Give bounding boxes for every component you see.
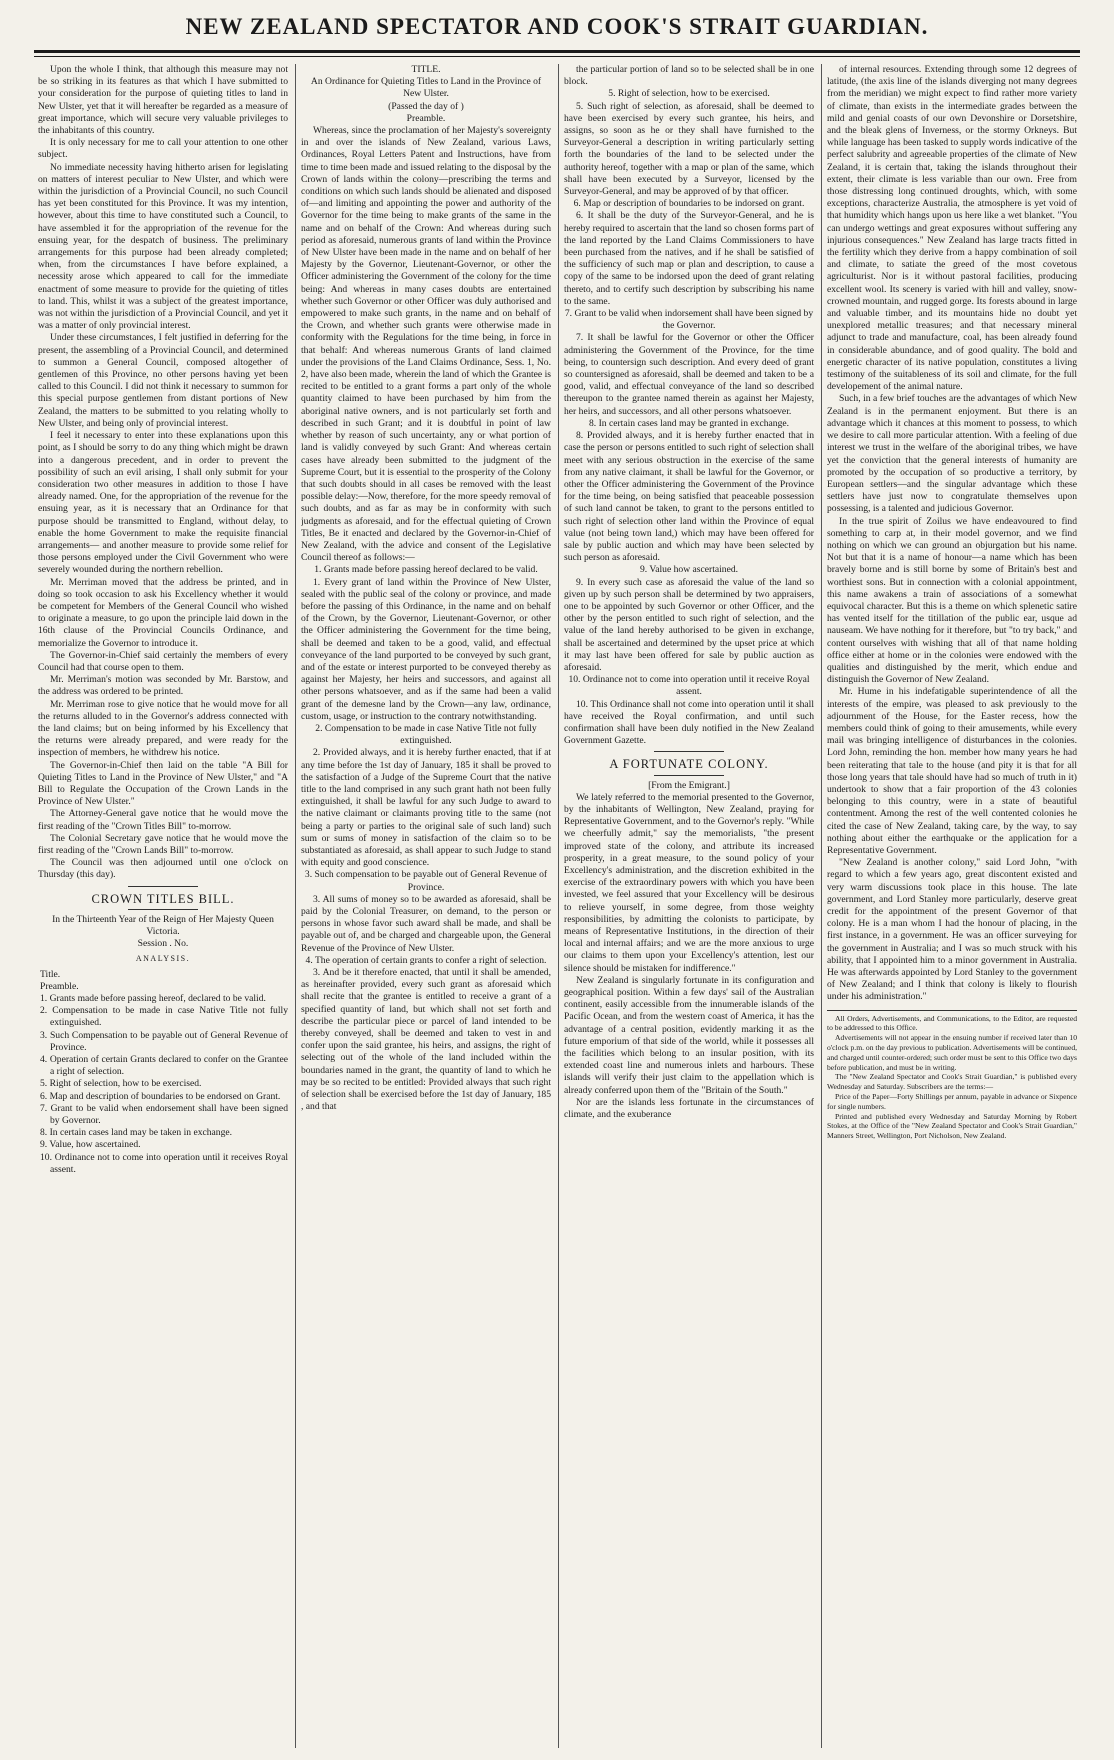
divider [128,886,198,887]
divider [654,751,724,752]
section-heading: 10. Ordinance not to come into operation until it receive Royal assent. [568,674,810,698]
analysis-label: ANALYSIS. [135,954,191,964]
paragraph: 8. Provided always, and it is hereby further enacted that in case the person or persons entitled to such right of selection shall meet with any serious obstruction in the exercise of the same from any native claimant, it shall be lawful for the Governor, or other the Officer administering the Government of the Province for the time being, on being satisfied that peaceable possession of such land cannot be taken, to grant to the persons entitled to such right of selection other land within the Province of equal value (not being town land,) which may have been offered for sale by public auction and which may have been selected by such person as aforesaid. [564,430,814,564]
notice-line: Advertisements will not appear in the ensuing number if received later than 10 o'clock p.m. on the day previous to publication. Advertisements will be continued, and charged until counter-ordered; such order must be sent to this Office two days before publication, and must be in writing. [827,1033,1077,1072]
paragraph: the particular portion of land so to be selected shall be in one block. [564,64,814,88]
paragraph: The Attorney-General gave notice that he would move the first reading of the "Crown Titles Bill" to-morrow. [38,808,288,832]
paragraph: 5. Such right of selection, as aforesaid, shall be deemed to have been exercised by every such grantee, his heirs, and assigns, so soon as he or they shall have furnished to the Surveyor-General a description in writing particularly setting forth the boundaries of the land to be selected under the authority hereof, together with a map or plan of the same, which shall have been executed by a Surveyor, licensed by the Surveyor-General, and may be approved of by that officer. [564,100,814,198]
section-heading: 7. Grant to be valid when indorsement shall have been signed by the Governor. [564,308,814,332]
masthead-title: NEW ZEALAND SPECTATOR AND COOK'S STRAIT GUARDIAN. [185,14,929,39]
preamble-label: Preamble. [406,112,446,124]
notice-line: The "New Zealand Spectator and Cook's Strait Guardian," is published every Wednesday and Saturday. Subscribers are the terms:— [827,1072,1077,1092]
paragraph: "New Zealand is another colony," said Lord John, "with regard to which a few years ago, great discontent existed and very warm discussions took place in this house. The late government, and Lord Stanley more particularly, deserve great credit for the appointment of the present Governor of that colony. He is a man whom I had the honour of placing, in the first instance, in a government. He was an officer surveying for the government in Australia; and I was so much struck with his ability, that I appointed him to a minor government in Australia. He was afterwards appointed by Lord Stanley to the government of New Zealand; and I think that colony is likely to flourish under his administration." [827,857,1077,1003]
list-item: 6. Map and description of boundaries to be endorsed on Grant. [40,1090,281,1102]
list-item: 5. Right of selection, how to be exercised. [40,1078,202,1090]
section-heading: 5. Right of selection, how to be exercised. [608,88,770,100]
paragraph: Mr. Hume in his indefatigable superintendence of all the interests of the empire, was pleased to ask previously to the adjournment of the House, for the Easter recess, how the members could think of going to their amusements, while every mail was bringing intelligence of disturbances in the colonies. Lord John, reminding the hon. member how many years he had been reiterating that tale to the house (and pity it is that for all those long years that tale should have had so much of truth in it) undertook to show that a fair proportion of the 43 colonies belonging to this country, were in a state of beautiful contentment. Among the rest of the well contented colonies he cited the case of New Zealand, taking care, by the way, to say nothing about either the earthquake or the application for a Representative Government. [827,686,1077,856]
paragraph: 3. All sums of money so to be awarded as aforesaid, shall be paid by the Colonial Treasurer, on demand, to the person or persons in whose favor such award shall be made, and shall be payable out of, and be charged and chargeable upon, the General Revenue of the Province of New Ulster. [301,893,551,954]
notice-line: Price of the Paper—Forty Shillings per annum, payable in advance or Sixpence for single numbers. [827,1092,1077,1111]
paragraph: The Governor-in-Chief then laid on the table "A Bill for Quieting Titles to Land in the Province of New Ulster," and "A Bill to Regulate the Occupation of the Crown Lands in the Province of New Ulster." [38,759,288,808]
column-1 [38,64,288,1748]
paragraph: Nor are the islands less fortunate in the circumstances of climate, and the exuberance [564,1096,814,1121]
section-heading: 1. Grants made before passing hereof declared to be valid. [314,564,538,576]
list-item: 9. Value, how ascertained. [40,1139,141,1151]
column-separator [295,64,296,1748]
session-line: Session . No. [137,938,189,950]
analysis-list [38,969,288,1176]
column-2 [301,64,551,1748]
paragraph: of internal resources. Extending through some 12 degrees of latitude, (the axis line of the islands diverging not many degrees from the meridian) we might expect to find rather more variety of climate, than exists in the intermediate grades between the mild and genial coasts of our own Devonshire or Dorsetshire, and the bleak glens of Inverness, or the stormy Orkneys. But while language has been tasked to supply words indicative of the perfect salubrity and agreeable properties of the climate of New Zealand, it is certain that, taking the islands throughout their extent, their climate is less variable than our own. Free from those distressing long continued droughts, which, with some exceptions, characterize Australia, the atmosphere is yet void of that humidity which hangs upon us here like a wet blanket. "You can undergo wettings and great exposures without suffering any injurious consequences." New Zealand has large tracts fitted in the fertility which they derive from a happy combination of soil and climate, to satiate the greed of the most covetous agriculturist. Nor is it without pastoral facilities, producing excellent wool. Its scenery is varied with hill and valley, snow-crowned mountain, and rugged gorge. Its forests abound in large and valuable timber, and its mountains hide no doubt yet unexplored metallic treasures; and that necessary mineral adjunct to trade and manufacture, coal, has been already found in considerable abundance, and of good quality. The bold and energetic character of its native population, constitutes a living testimony of the suitableness of its soil and climate, for the full developement of the animal nature. [827,64,1077,393]
list-item: 1. Grants made before passing hereof, declared to be valid. [40,993,266,1005]
paragraph: Whereas, since the proclamation of her Majesty's sovereignty in and over the islands of New Zealand, various Laws, Ordinances, Royal Letters Patent and Instructions, have from time to time been made and issued relating to the disposal by the Crown of lands within the colony—prescribing the terms and conditions on which such lands should be alienated and disposed of—and limiting and appointing the power and authority of the Governor for the time being to make grants of the same in the name and on behalf of the Crown: And whereas during such period as aforesaid, numerous grants of land within the Province of New Ulster have been made in the name and on behalf of her Majesty by the Governor, Lieutenant-Governor, or other the Officer administering the Government of the colony for the time being: And whereas in many cases doubts are entertained whether such Governor or other Officer was duly authorised and empowered to make such grants, in the name and on behalf of the Crown, and whether such grants were otherwise made in conformity with the Regulations for the time being, in force in that behalf: And whereas numerous Grants of land claimed under the provisions of the Land Claims Ordinance, Sess. 1, No. 2, have also been made, wherein the land of which the Grantee is recited to be entitled to a grant forms a part only of the whole quantity claimed to have been purchased by him from the aboriginal native owners, and is not particularly set forth and described in such Grant; and it is doubtful in point of law whether by reason of such uncertainty, any or what portion of land is validly conveyed by such Grant: And whereas certain cases have already been submitted to the judgment of the Supreme Court, but it is essential to the prosperity of the Colony that such doubts should in all cases be removed with the least possible delay:—Now, therefore, for the more speedy removal of such doubts, and as far as may be in conformity with such judgments as aforesaid, and for the effectual quieting of Crown Titles, Be it enacted and declared by the Governor-in-Chief of New Zealand, with the advice and consent of the Legislative Council thereof as follows:— [301,125,551,564]
paragraph: New Zealand is singularly fortunate in its configuration and geographical position. Within a few days' sail of the Australian continent, easily accessible from the innumerable islands of the Pacific Ocean, and from the western coast of America, it has the advantage of a central position, evidently marking it as the future emporium of that side of the world, while it possesses all the facilities which belong to an insular position, with its extended coast line and numerous inlets and harbours. These islands will verify their just claim to the appellation which is already conferred upon them of the "Britain of the South." [564,974,814,1096]
ordinance-title: An Ordinance for Quieting Titles to Land in the Province of New Ulster. [310,76,542,100]
paragraph: Mr. Merriman moved that the address be printed, and in doing so took occasion to ask his Excellency whether it would be competent for Members of the General Council who wished to originate a measure, to go upon the principle laid down in the 16th clause of the Provincial Councils Ordinance, and memorialize the Governor to introduce it. [38,576,288,649]
passed-line: (Passed the day of ) [388,100,464,112]
list-item: Preamble. [40,980,79,992]
paragraph: 3. And be it therefore enacted, that until it shall be amended, as hereinafter provided, every such grant as aforesaid which shall recite that the grantee is entitled to receive a grant of a specified quantity of land, but which shall not set forth and describe the particular piece or parcel of land intended to be thereby conveyed, shall be deemed and taken to vest in and confer upon the said grantee, his heirs, and assigns, the right of selecting out of the whole of the land included within the boundaries named in the grant, the quantity of land to which he may be so recited to be entitled: Provided always that such right of selection shall be exercised before the 1st day of January, 185 , and that [301,967,551,1113]
list-item: 2. Compensation to be made in case Native Title not fully extinguished. [40,1005,288,1029]
notice-line: All Orders, Advertisements, and Communications, to the Editor, are requested to be addressed to this Office. [827,1013,1077,1033]
column-4 [827,64,1077,1748]
article-source: [From the Emigrant.] [648,779,730,791]
paragraph: In the true spirit of Zoilus we have endeavoured to find something to carp at, in their model governor, and we find nothing on which we can ground an objurgation but his name. Not but that it is a name of honour—a name which has been bravely borne and is still borne by some of Britain's best and worthiest sons. But in connection with a colonial appointment, this name awakens a train of associations of a somewhat equivocal character. But this is a theme on which splenetic satire has vented itself for the titillation of the public ear, usque ad nauseam. We have nothing for it therefore, but "to try back," and content ourselves with wishing that all of that name holding office either at home or in the colonies were endowed with the qualities and distinguished by the merit, which endue and distinguish the Governor of New Zealand. [827,515,1077,686]
notice-line: Printed and published every Wednesday and Saturday Morning by Robert Stokes, at the Office of the "New Zealand Spectator and Cook's Strait Guardian," Manners Street, Wellington, Port Nicholson, New Zealand. [827,1111,1077,1141]
column-separator [821,64,822,1748]
list-item: 7. Grant to be valid when endorsement shall have been signed by Governor. [40,1102,288,1127]
section-heading: 3. Such compensation to be payable out of General Revenue of Province. [304,869,548,893]
bill-heading: CROWN TITLES BILL. [91,891,235,906]
paragraph: We lately referred to the memorial presented to the Governor, by the inhabitants of Wellington, New Zealand, praying for Representative Government, and to the Governor's reply. "While we cheerfully admit," say the memorialists, "the present improved state of the colony, and attribute its increased prosperity, in a great measure, to the sound policy of your Excellency's administration, and the discretion exhibited in the exercise of the extraordinary powers with which you have been invested, we feel assured that your Excellency will be desirous to relieve yourself, in some degree, from those weighty responsibilities, by admitting the colonists to participate, by means of Representative Institutions, in the direction of their local and internal affairs; and we are the more anxious to urge our claims to them upon your Excellency's attention, lest our silence should be mistaken for indifference." [564,791,814,974]
paragraph: 9. In every such case as aforesaid the value of the land so given up by such person shall be determined by two appraisers, one to be appointed by such Governor or other Officer, and the other by the person entitled to such right of selection, and the value of the land hereby authorised to be given in exchange, shall be ascertained and determined by the upset price at which it may last have been offered for sale by public auction as aforesaid. [564,576,814,673]
columns [38,64,1078,1748]
paragraph: I feel it necessary to enter into these explanations upon this point, as I should be sorry to do any thing which might be drawn into a dangerous precedent, and in order to prevent the possibility of such an evil arising, I shall only submit for your consideration two other measures in addition to those I have already named. One, for the appropriation of the revenue for the ensuing year, as it is necessary that an Ordinance for that purpose should be transmitted to England, without delay, to enable the home Government to make the requisite financial arrangements— and another measure to provide some relief for those persons employed under the Civil Government who were severely wounded during the northern rebellion. [38,430,288,576]
divider [654,775,724,776]
paragraph: Mr. Merriman rose to give notice that he would move for all the returns alluded to in the Governor's address connected with the land claims; but on being informed by his Excellency that the returns were already prepared, and were ready for the inspection of members, he withdrew his notice. [38,698,288,759]
title-label: TITLE. [411,64,441,75]
paragraph: It is only necessary for me to call your attention to one other subject. [38,137,288,161]
article-heading: A FORTUNATE COLONY. [609,757,769,772]
section-heading: 2. Compensation to be made in case Native Title not fully extinguished. [315,722,537,747]
list-item: 8. In certain cases land may be taken in exchange. [40,1127,233,1139]
section-heading: 4. The operation of certain grants to confer a right of selection. [305,954,547,966]
paragraph: 7. It shall be lawful for the Governor or other the Officer administering the Government of the Province, for the time being, to countersign such description. And every deed of grant so countersigned as aforesaid, shall be deemed and taken to be a good, valid, and effectual conveyance of the land so described thereupon to the grantee named therein as against her Majesty, her heirs, and successors, and all other persons whatsoever. [564,332,814,417]
paragraph: Under these circumstances, I felt justified in deferring for the present, the assembling of a Provincial Council, and determined to summon a General Council, composed altogether of gentlemen of this Province, no other persons having yet been called to this Council. I did not think it necessary to summon for this special purpose gentlemen from distant portions of New Zealand, the matters to be submitted to you relating wholly to New Ulster, and being only of provincial interest. [38,332,288,429]
paragraph: 6. It shall be the duty of the Surveyor-General, and he is hereby required to ascertain that the land so chosen forms part of the land reported by the Land Claims Commissioners to have been purchased from the natives, and if he shall be satisfied of the sufficiency of such map or plan and description, to cause a copy of the same to be indorsed upon the deed of grant relating thereto, and to certify such description by subscribing his name to the same. [564,210,814,307]
list-item: 4. Operation of certain Grants declared to confer on the Grantee a right of selection. [40,1054,288,1078]
masthead [0,0,1114,58]
section-heading: 9. Value how ascertained. [639,564,739,576]
section-heading: 8. In certain cases land may be granted in exchange. [588,417,790,429]
masthead-rule-thick [34,50,1080,53]
paragraph: Such, in a few brief touches are the advantages of which New Zealand is in the permanent enjoyment. But there is an advantage which it chances at this moment to possess, to which we desire to call more particular attention. With a feeling of due interest we trust in the welfare of the aboriginal tribes, we have yet the conviction that the general interests of humanity are promoted by the occupation of so productive a territory, by European settlers—and the singular advantage which these settlers have just now to congratulate themselves upon possessing, is a talented and judicious Governor. [827,393,1077,515]
column-3 [564,64,814,1748]
paragraph: No immediate necessity having hitherto arisen for legislating on matters of interest peculiar to New Ulster, and which were within the jurisdiction of a Provincial Council, no such Council has yet been constituted for this Province. It was my intention, however, about this time to have constituted such a Council, to have assembled it for the appropriation of the revenue for the ensuing year, for the despatch of business. The preliminary arrangements for this purpose had been already completed; when, from the circumstances I have before explained, a necessity arose which appeared to call for the immediate enactment of some measure to provide for the quieting of titles to land. This, whilst it was a subject of the greatest importance, was not within the jurisdiction of a Provincial Council, and yet it was a matter of only provincial interest. [38,161,288,332]
column-separator [558,64,559,1748]
publisher-notice [827,1010,1077,1141]
paragraph: The Governor-in-Chief said certainly the members of every Council had that course open to them. [38,649,288,673]
paragraph: The Colonial Secretary gave notice that he would move the first reading of the "Crown Lands Bill" to-morrow. [38,832,288,856]
divider [128,909,198,910]
list-item: 10. Ordinance not to come into operation until it receives Royal assent. [40,1151,288,1175]
bill-intro: In the Thirteenth Year of the Reign of Her Majesty Queen Victoria. [52,913,274,938]
list-item: 3. Such Compensation to be payable out of General Revenue of Province. [40,1029,288,1053]
paragraph: The Council was then adjourned until one o'clock on Thursday (this day). [38,857,288,881]
masthead-rule-thin [34,56,1080,57]
paragraph: 1. Every grant of land within the Province of New Ulster, sealed with the public seal of the colony or province, and made before the passing of this Ordinance, in the name and on behalf of the Crown, by the Governor, Lieutenant-Governor, or other the Officer administering the Government for the time being, shall be deemed and taken to be a good, valid, and effectual conveyance of the land purported to be conveyed by such grant, and of the estate or interest purported to be conveyed thereby as against her Majesty, her heirs and successors, and against all other persons whatsoever, and as if the same had been a valid grant of the demesne land by the Crown—any law, ordinance, custom, usage, or instruction to the contrary notwithstanding. [301,576,551,722]
paragraph: Mr. Merriman's motion was seconded by Mr. Barstow, and the address was ordered to be printed. [38,674,288,698]
paragraph: 2. Provided always, and it is hereby further enacted, that if at any time before the 1st day of January, 185 it shall be proved to the satisfaction of a Judge of the Supreme Court that the native title to the land comprised in any such grant hath not been fully extinguished, it shall be lawful for any such Judge to award to the native claimant or claimants proving title to the same (not being a party or parties to the original sale of such land) such sum or sums of money in satisfaction of the claim so to be substantiated as aforesaid, as shall appear to such Judge to stand with equity and good conscience. [301,747,551,869]
paragraph: 10. This Ordinance shall not come into operation until it shall have received the Royal confirmation, and until such confirmation shall have been duly notified in the New Zealand Government Gazette. [564,698,814,747]
list-item: Title. [40,968,61,980]
section-heading: 6. Map or description of boundaries to be indorsed on grant. [573,198,805,210]
paragraph: Upon the whole I think, that although this measure may not be so striking in its features as that which I have submitted to your consideration for the purpose of quieting titles to land in New Ulster, yet that it will hereafter be regarded as a measure of great importance, which will secure very valuable privileges to the inhabitants of this country. [38,64,288,137]
